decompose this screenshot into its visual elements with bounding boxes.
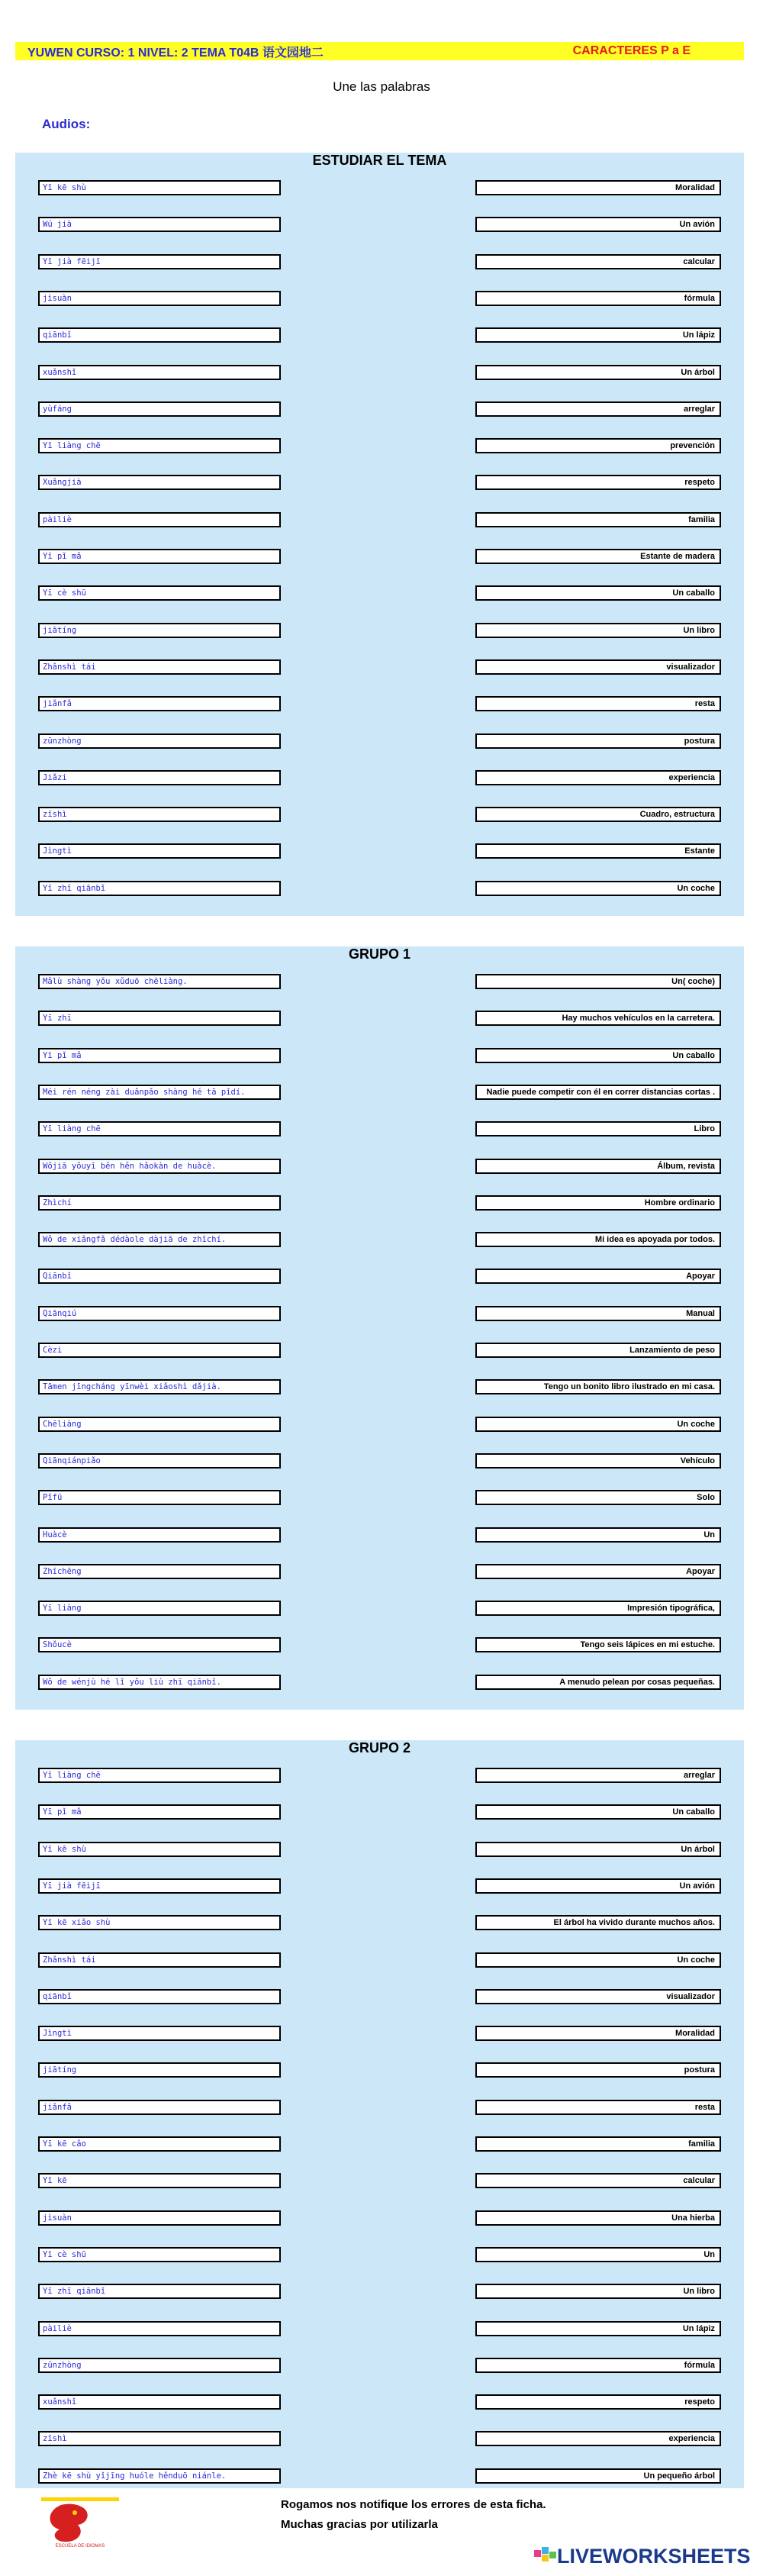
section-title: ESTUDIAR EL TEMA <box>312 153 447 168</box>
right-answer-box[interactable]: Hombre ordinario <box>475 1195 721 1211</box>
right-answer-box[interactable]: Un libro <box>475 2284 721 2299</box>
right-answer-box[interactable]: Un árbol <box>475 1842 721 1857</box>
left-answer-box[interactable]: Huàcè <box>38 1527 281 1543</box>
right-answer-box[interactable]: Apoyar <box>475 1269 721 1284</box>
left-answer-box[interactable]: Xuǎngjià <box>38 475 281 490</box>
right-answer-box[interactable]: Un avión <box>475 1878 721 1894</box>
left-answer-box[interactable]: Zhè kē shù yǐjīng huóle hěnduō niánle. <box>38 2468 281 2484</box>
right-answer-box[interactable]: Un avión <box>475 217 721 232</box>
left-answer-box[interactable]: Yī liàng chē <box>38 438 281 453</box>
right-answer-box[interactable]: Manual <box>475 1306 721 1321</box>
left-answer-box[interactable]: Yī pǐ mǎ <box>38 549 281 564</box>
right-answer-box[interactable]: Un pequeño árbol <box>475 2468 721 2484</box>
right-answer-box[interactable]: A menudo pelean por cosas pequeñas. <box>475 1675 721 1690</box>
left-answer-box[interactable]: Tāmen jīngcháng yīnwèi xiǎoshì dǎjià. <box>38 1379 281 1394</box>
right-answer-box[interactable]: Mi idea es apoyada por todos. <box>475 1232 721 1247</box>
left-answer-box[interactable]: yùfáng <box>38 401 281 417</box>
right-answer-box[interactable]: Lanzamiento de peso <box>475 1343 721 1358</box>
right-answer-box[interactable]: visualizador <box>475 659 721 675</box>
left-answer-box[interactable]: zūnzhòng <box>38 733 281 749</box>
left-answer-box[interactable]: zīshì <box>38 2431 281 2446</box>
character-range: CARACTERES P a E <box>572 44 691 57</box>
right-answer-box[interactable]: resta <box>475 696 721 711</box>
right-answer-box[interactable]: Un coche <box>475 1417 721 1432</box>
right-answer-box[interactable]: Solo <box>475 1490 721 1505</box>
left-answer-box[interactable]: Yī zhī <box>38 1011 281 1026</box>
right-answer-box[interactable]: fórmula <box>475 291 721 306</box>
right-answer-box[interactable]: calcular <box>475 2173 721 2188</box>
section-2 <box>15 946 744 1710</box>
left-answer-box[interactable]: Yī kē shù <box>38 1842 281 1857</box>
dragon-eye-icon <box>72 2510 77 2515</box>
left-answer-box[interactable]: Yī kē xiǎo shù <box>38 1915 281 1930</box>
instruction: Une las palabras <box>333 79 430 94</box>
top-header <box>15 42 744 60</box>
right-answer-box[interactable]: visualizador <box>475 1989 721 2004</box>
right-answer-box[interactable]: prevención <box>475 438 721 453</box>
right-answer-box[interactable]: Álbum, revista <box>475 1159 721 1174</box>
right-answer-box[interactable]: Nadie puede competir con él en correr distancias cortas . <box>475 1085 721 1100</box>
left-answer-box[interactable]: Qiānqiánpiǎo <box>38 1453 281 1469</box>
left-answer-box[interactable]: Yī cè shū <box>38 2247 281 2262</box>
right-answer-box[interactable]: Un lápiz <box>475 2321 721 2336</box>
right-answer-box[interactable]: Un coche <box>475 881 721 896</box>
left-answer-box[interactable]: jìsuàn <box>38 2210 281 2226</box>
logo-caption: ESCUELA DE IDIOMAS <box>55 2544 105 2549</box>
left-answer-box[interactable]: jiǎnfǎ <box>38 696 281 711</box>
left-answer-box[interactable]: qiānbǐ <box>38 327 281 343</box>
right-answer-box[interactable]: experiencia <box>475 770 721 785</box>
left-answer-box[interactable]: Qiānqiú <box>38 1306 281 1321</box>
left-answer-box[interactable]: Yī liàng chē <box>38 1121 281 1136</box>
left-answer-box[interactable]: Yī liàng <box>38 1601 281 1616</box>
right-answer-box[interactable]: experiencia <box>475 2431 721 2446</box>
right-answer-box[interactable]: Hay muchos vehículos en la carretera. <box>475 1011 721 1026</box>
right-answer-box[interactable]: familia <box>475 512 721 527</box>
left-answer-box[interactable]: xuǎnshǐ <box>38 365 281 380</box>
right-answer-box[interactable]: Un caballo <box>475 1048 721 1063</box>
left-answer-box[interactable]: zūnzhòng <box>38 2358 281 2373</box>
right-answer-box[interactable]: fórmula <box>475 2358 721 2373</box>
left-answer-box[interactable]: jìsuàn <box>38 291 281 306</box>
left-answer-box[interactable]: Méi rén néng zài duǎnpǎo shàng hé tā pǐdí. <box>38 1085 281 1100</box>
right-answer-box[interactable]: postura <box>475 2062 721 2078</box>
right-answer-box[interactable]: Impresión tipográfica, <box>475 1601 721 1616</box>
left-answer-box[interactable]: Yī pǐ mǎ <box>38 1048 281 1063</box>
audios-label: Audios: <box>42 117 91 131</box>
right-answer-box[interactable]: Moralidad <box>475 2026 721 2041</box>
right-answer-box[interactable]: Un( coche) <box>475 974 721 989</box>
left-answer-box[interactable]: Yī zhī qiānbǐ <box>38 2284 281 2299</box>
left-answer-box[interactable]: Yī jià fēijī <box>38 254 281 269</box>
right-answer-box[interactable]: calcular <box>475 254 721 269</box>
left-answer-box[interactable]: Zhìchí <box>38 1195 281 1211</box>
left-answer-box[interactable]: qiānbǐ <box>38 1989 281 2004</box>
right-answer-box[interactable]: Tengo seis lápices en mi estuche. <box>475 1637 721 1652</box>
right-answer-box[interactable]: El árbol ha vivido durante muchos años. <box>475 1915 721 1930</box>
right-answer-box[interactable]: postura <box>475 733 721 749</box>
right-answer-box[interactable]: Un caballo <box>475 1804 721 1820</box>
dragon-logo <box>38 2496 122 2549</box>
left-answer-box[interactable]: Zhīchēng <box>38 1564 281 1579</box>
left-answer-box[interactable]: zīshì <box>38 807 281 822</box>
left-answer-box[interactable]: Yī zhī qiānbǐ <box>38 881 281 896</box>
liveworksheets-brand[interactable] <box>534 2545 751 2568</box>
right-answer-box[interactable]: Moralidad <box>475 180 721 195</box>
right-answer-box[interactable]: Estante de madera <box>475 549 721 564</box>
right-answer-box[interactable]: arreglar <box>475 1768 721 1783</box>
left-answer-box[interactable]: Jiǎzi <box>38 770 281 785</box>
right-answer-box[interactable]: Un árbol <box>475 365 721 380</box>
left-answer-box[interactable]: jiātíng <box>38 2062 281 2078</box>
left-answer-box[interactable]: pàiliè <box>38 512 281 527</box>
right-answer-box[interactable]: Un lápiz <box>475 327 721 343</box>
left-answer-box[interactable]: Yī cè shū <box>38 585 281 601</box>
right-answer-box[interactable]: Una hierba <box>475 2210 721 2226</box>
left-answer-box[interactable]: xuǎnshǐ <box>38 2394 281 2410</box>
section-title: GRUPO 1 <box>348 946 411 962</box>
left-answer-box[interactable]: jiātíng <box>38 623 281 638</box>
left-answer-box[interactable]: Qiānbǐ <box>38 1269 281 1284</box>
left-answer-box[interactable]: Yī pǐ mǎ <box>38 1804 281 1820</box>
right-answer-box[interactable]: respeto <box>475 2394 721 2410</box>
right-answer-box[interactable]: Vehículo <box>475 1453 721 1469</box>
liveworksheets-icon <box>534 2547 557 2567</box>
right-answer-box[interactable]: Tengo un bonito libro ilustrado en mi casa. <box>475 1379 721 1394</box>
left-answer-box[interactable]: Wú jià <box>38 217 281 232</box>
left-answer-box[interactable]: Yī jià fēijī <box>38 1878 281 1894</box>
left-answer-box[interactable]: Yī kē shù <box>38 180 281 195</box>
left-answer-box[interactable]: Mǎlù shàng yǒu xǔduō chēliàng. <box>38 974 281 989</box>
right-answer-box[interactable]: arreglar <box>475 401 721 417</box>
left-answer-box[interactable]: Jìngtì <box>38 2026 281 2041</box>
left-answer-box[interactable]: pàiliè <box>38 2321 281 2336</box>
left-answer-box[interactable]: Yī liàng chē <box>38 1768 281 1783</box>
logo-stripe <box>41 2497 119 2501</box>
left-answer-box[interactable]: Jìngtì <box>38 843 281 859</box>
right-answer-box[interactable]: familia <box>475 2136 721 2152</box>
section-1 <box>15 153 744 916</box>
right-answer-box[interactable]: Un libro <box>475 623 721 638</box>
footer-line-2: Muchas gracias por utilizarla <box>281 2518 438 2531</box>
right-answer-box[interactable]: respeto <box>475 475 721 490</box>
left-answer-box[interactable]: Yī kē <box>38 2173 281 2188</box>
left-answer-box[interactable]: jiǎnfǎ <box>38 2100 281 2115</box>
section-title: GRUPO 2 <box>348 1740 411 1755</box>
left-answer-box[interactable]: Chēliàng <box>38 1417 281 1432</box>
right-answer-box[interactable]: resta <box>475 2100 721 2115</box>
right-answer-box[interactable]: Un caballo <box>475 585 721 601</box>
left-answer-box[interactable]: Yī kē cǎo <box>38 2136 281 2152</box>
left-answer-box[interactable]: Wǒjiā yǒuyī běn hěn hǎokàn de huàcè. <box>38 1159 281 1174</box>
right-answer-box[interactable]: Cuadro, estructura <box>475 807 721 822</box>
footer-line-1: Rogamos nos notifique los errores de esta ficha. <box>281 2498 546 2511</box>
left-answer-box[interactable]: Wǒ de xiǎngfǎ dédàole dàjiā de zhīchí. <box>38 1232 281 1247</box>
right-answer-box[interactable]: Un coche <box>475 1952 721 1968</box>
left-answer-box[interactable]: Zhǎnshì tái <box>38 1952 281 1968</box>
right-answer-box[interactable]: Libro <box>475 1121 721 1136</box>
left-answer-box[interactable]: Wǒ de wénjù hé lǐ yǒu liù zhī qiānbǐ. <box>38 1675 281 1690</box>
left-answer-box[interactable]: Pǐfū <box>38 1490 281 1505</box>
liveworksheets-wordmark: LIVEWORKSHEETS <box>557 2545 751 2568</box>
section-3 <box>15 1740 744 2488</box>
right-answer-box[interactable]: Apoyar <box>475 1564 721 1579</box>
left-answer-box[interactable]: Cèzi <box>38 1343 281 1358</box>
course-title: YUWEN CURSO: 1 NIVEL: 2 TEMA T04B 语文园地二 <box>27 46 324 60</box>
dragon-icon <box>50 2504 88 2542</box>
right-answer-box[interactable]: Estante <box>475 843 721 859</box>
right-answer-box[interactable]: Un <box>475 1527 721 1543</box>
left-answer-box[interactable]: Shǒucè <box>38 1637 281 1652</box>
left-answer-box[interactable]: Zhǎnshì tái <box>38 659 281 675</box>
right-answer-box[interactable]: Un <box>475 2247 721 2262</box>
